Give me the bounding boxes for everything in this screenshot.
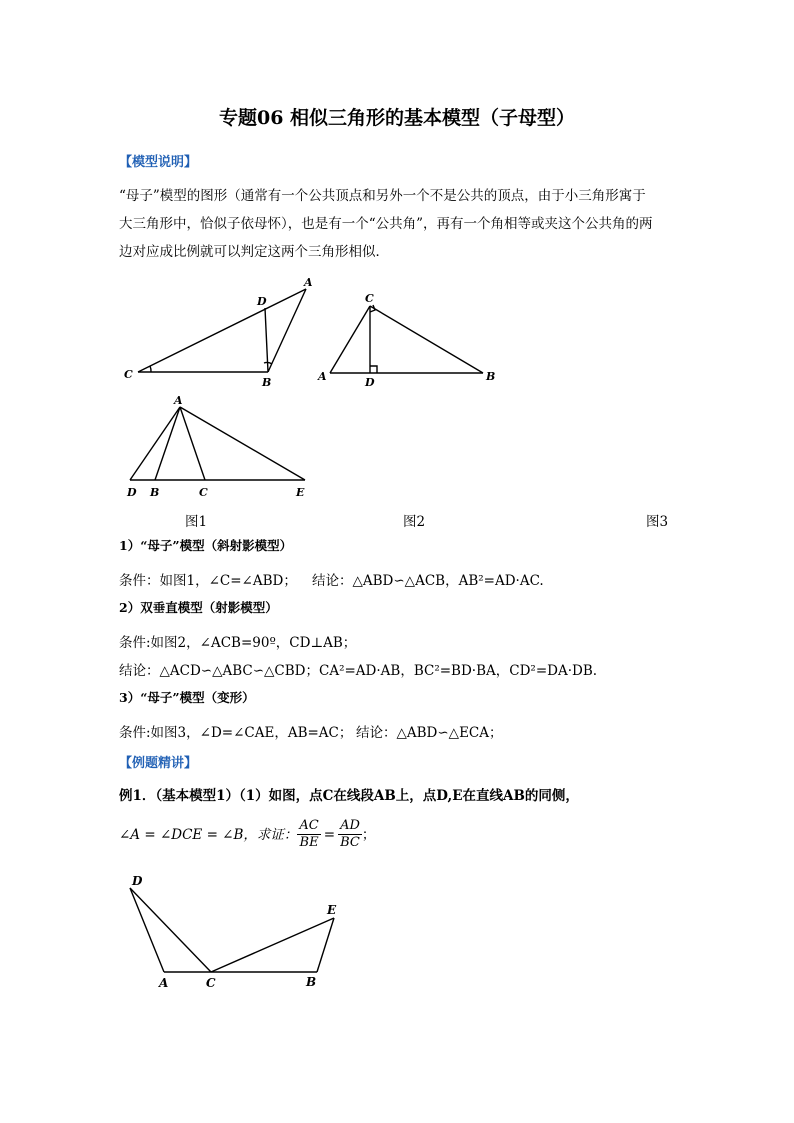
model-3-conclusion: 结论：△ABD∽△ECA；: [356, 725, 503, 741]
fig1-label-b: B: [262, 376, 272, 388]
fig1-label-c: C: [124, 368, 133, 381]
caption-figure-3: 图3: [646, 514, 669, 530]
equals-sign: =: [323, 826, 336, 843]
intro-line-1: “母子”模型的图形（通常有一个公共顶点和另外一个不是公共的顶点，由于小三角形寓于: [119, 188, 646, 204]
page-title: 专题06 相似三角形的基本模型（子母型）: [218, 107, 576, 129]
intro-line-3: 边对应成比例就可以判定这两个三角形相似．: [119, 244, 389, 260]
fig3-label-b: B: [150, 486, 160, 499]
model-3-condition: 条件:如图3，∠D=∠CAE，AB=AC；: [119, 725, 353, 741]
example-figure-label-e: E: [327, 903, 337, 917]
fraction-1-denominator: BE: [299, 835, 319, 850]
example-figure-label-d: D: [132, 874, 143, 888]
fraction-ac-over-be: [297, 818, 320, 851]
section-heading-model: 【模型说明】: [119, 155, 198, 170]
caption-figure-2: 图2: [403, 514, 426, 530]
fraction-ad-over-bc: [338, 818, 362, 851]
model-1-conclusion: 结论：△ABD∽△ACB，AB²=AD·AC.: [312, 573, 544, 589]
intro-line-2: 大三角形中，恰似子依母怀），也是有一个“公共角”，再有一个角相等或夹这个公共角的两: [119, 216, 653, 232]
fig1-label-d: D: [257, 295, 267, 308]
model-2-condition: 条件:如图2，∠ACB=90º，CD⊥AB；: [119, 635, 357, 651]
fig3-label-c: C: [199, 486, 208, 499]
model-2-heading: 2）双垂直模型（射影模型）: [119, 600, 278, 615]
fig3-label-e: E: [296, 486, 305, 499]
example-1-angles: ∠A = ∠DCE = ∠B，求证：: [119, 826, 298, 843]
model-1-heading: 1）“母子”模型（斜射影模型）: [119, 538, 293, 553]
fig2-label-a: A: [318, 370, 327, 383]
model-2-conclusion: 结论：△ACD∽△ABC∽△CBD；CA²=AD·AB，BC²=BD·BA，CD²=DA·DB.: [119, 663, 598, 679]
fraction-2-denominator: BC: [340, 835, 360, 850]
fraction-1-numerator: AC: [299, 818, 319, 833]
example-figure-label-b: B: [306, 975, 317, 989]
fig1-label-a: A: [304, 276, 313, 289]
caption-figure-1: 图1: [185, 514, 208, 530]
fig2-label-b: B: [486, 370, 496, 383]
model-3-heading: 3）“母子”模型（变形）: [119, 690, 255, 705]
fig2-label-d: D: [365, 376, 375, 388]
figure-3: [118, 390, 318, 504]
example-figure-label-a: A: [159, 976, 169, 990]
fig3-label-a: A: [174, 394, 183, 407]
example-figure-label-c: C: [206, 976, 216, 990]
figure-1: [118, 272, 328, 388]
fraction-2-numerator: AD: [340, 818, 360, 833]
fig2-label-c: C: [365, 292, 374, 305]
fig3-label-d: D: [127, 486, 137, 499]
example-1-line-2: [119, 818, 375, 851]
example-1-figure: [122, 868, 352, 992]
figure-2: [312, 288, 502, 388]
example-1-line-1: 例1．（基本模型1）（1）如图，点C在线段AB上，点D,E在直线AB的同侧，: [119, 788, 579, 804]
example-1-tail: ；: [361, 826, 376, 843]
section-heading-examples: 【例题精讲】: [119, 756, 198, 771]
model-1-condition: 条件：如图1，∠C=∠ABD；: [119, 573, 297, 589]
